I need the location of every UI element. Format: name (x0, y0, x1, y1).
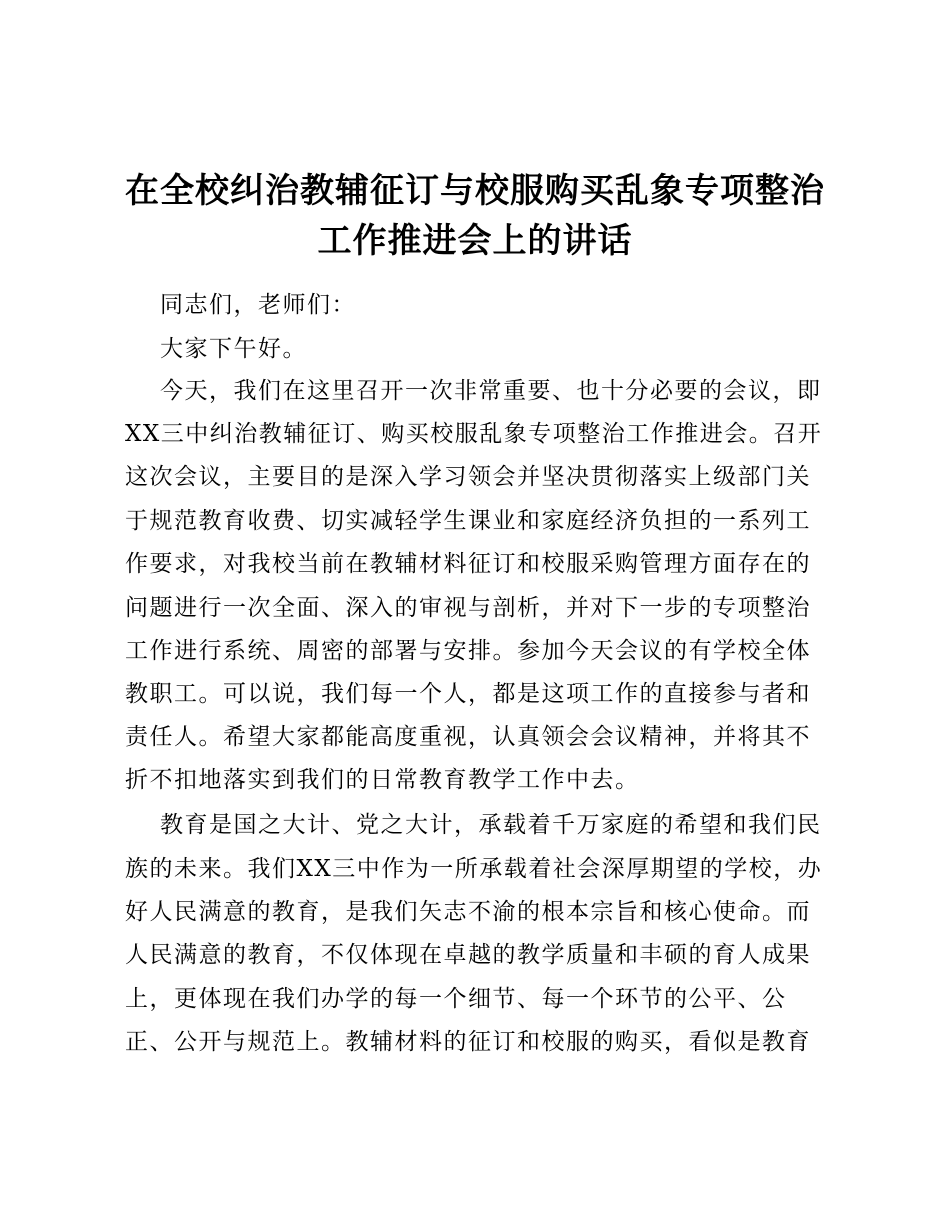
paragraph-2-line: 族的未来。我们XX三中作为一所承载着社会深厚期望的学校，办 (125, 856, 823, 882)
paragraph-1-line: 教职工。可以说，我们每一个人，都是这项工作的直接参与者和 (125, 681, 811, 707)
document-title-line-1: 在全校纠治教辅征订与校服购买乱象专项整治 (125, 171, 825, 211)
paragraph-2-line: 上，更体现在我们办学的每一个细节、每一个环节的公平、公 (125, 986, 787, 1012)
document-title-line-2: 工作推进会上的讲话 (317, 221, 633, 261)
paragraph-2-line: 好人民满意的教育，是我们矢志不渝的根本宗旨和核心使命。而 (125, 899, 811, 925)
paragraph-1-line: 工作进行系统、周密的部署与安排。参加今天会议的有学校全体 (125, 638, 811, 664)
paragraph-1-line: 这次会议，主要目的是深入学习领会并坚决贯彻落实上级部门关 (125, 464, 811, 490)
paragraph-1-line: 折不扣地落实到我们的日常教育教学工作中去。 (125, 767, 640, 793)
paragraph-2-line: 人民满意的教育，不仅体现在卓越的教学质量和丰硕的育人成果 (125, 942, 811, 968)
paragraph-2-line: 教育是国之大计、党之大计，承载着千万家庭的希望和我们民 (160, 812, 822, 838)
paragraph-1-line: 今天，我们在这里召开一次非常重要、也十分必要的会议，即 (160, 378, 822, 404)
paragraph-1-line: XX三中纠治教辅征订、购买校服乱象专项整治工作推进会。召开 (125, 421, 823, 447)
paragraph-1-line: 作要求，对我校当前在教辅材料征订和校服采购管理方面存在的 (125, 551, 811, 577)
paragraph-2-line: 正、公开与规范上。教辅材料的征订和校服的购买，看似是教育 (125, 1029, 811, 1055)
paragraph-1-line: 问题进行一次全面、深入的审视与剖析，并对下一步的专项整治 (125, 595, 811, 621)
paragraph-1-line: 责任人。希望大家都能高度重视，认真领会会议精神，并将其不 (125, 724, 811, 750)
salutation: 同志们，老师们： (160, 292, 356, 318)
paragraph-1-line: 于规范教育收费、切实减轻学生课业和家庭经济负担的一系列工 (125, 508, 811, 534)
greeting: 大家下午好。 (160, 336, 307, 362)
